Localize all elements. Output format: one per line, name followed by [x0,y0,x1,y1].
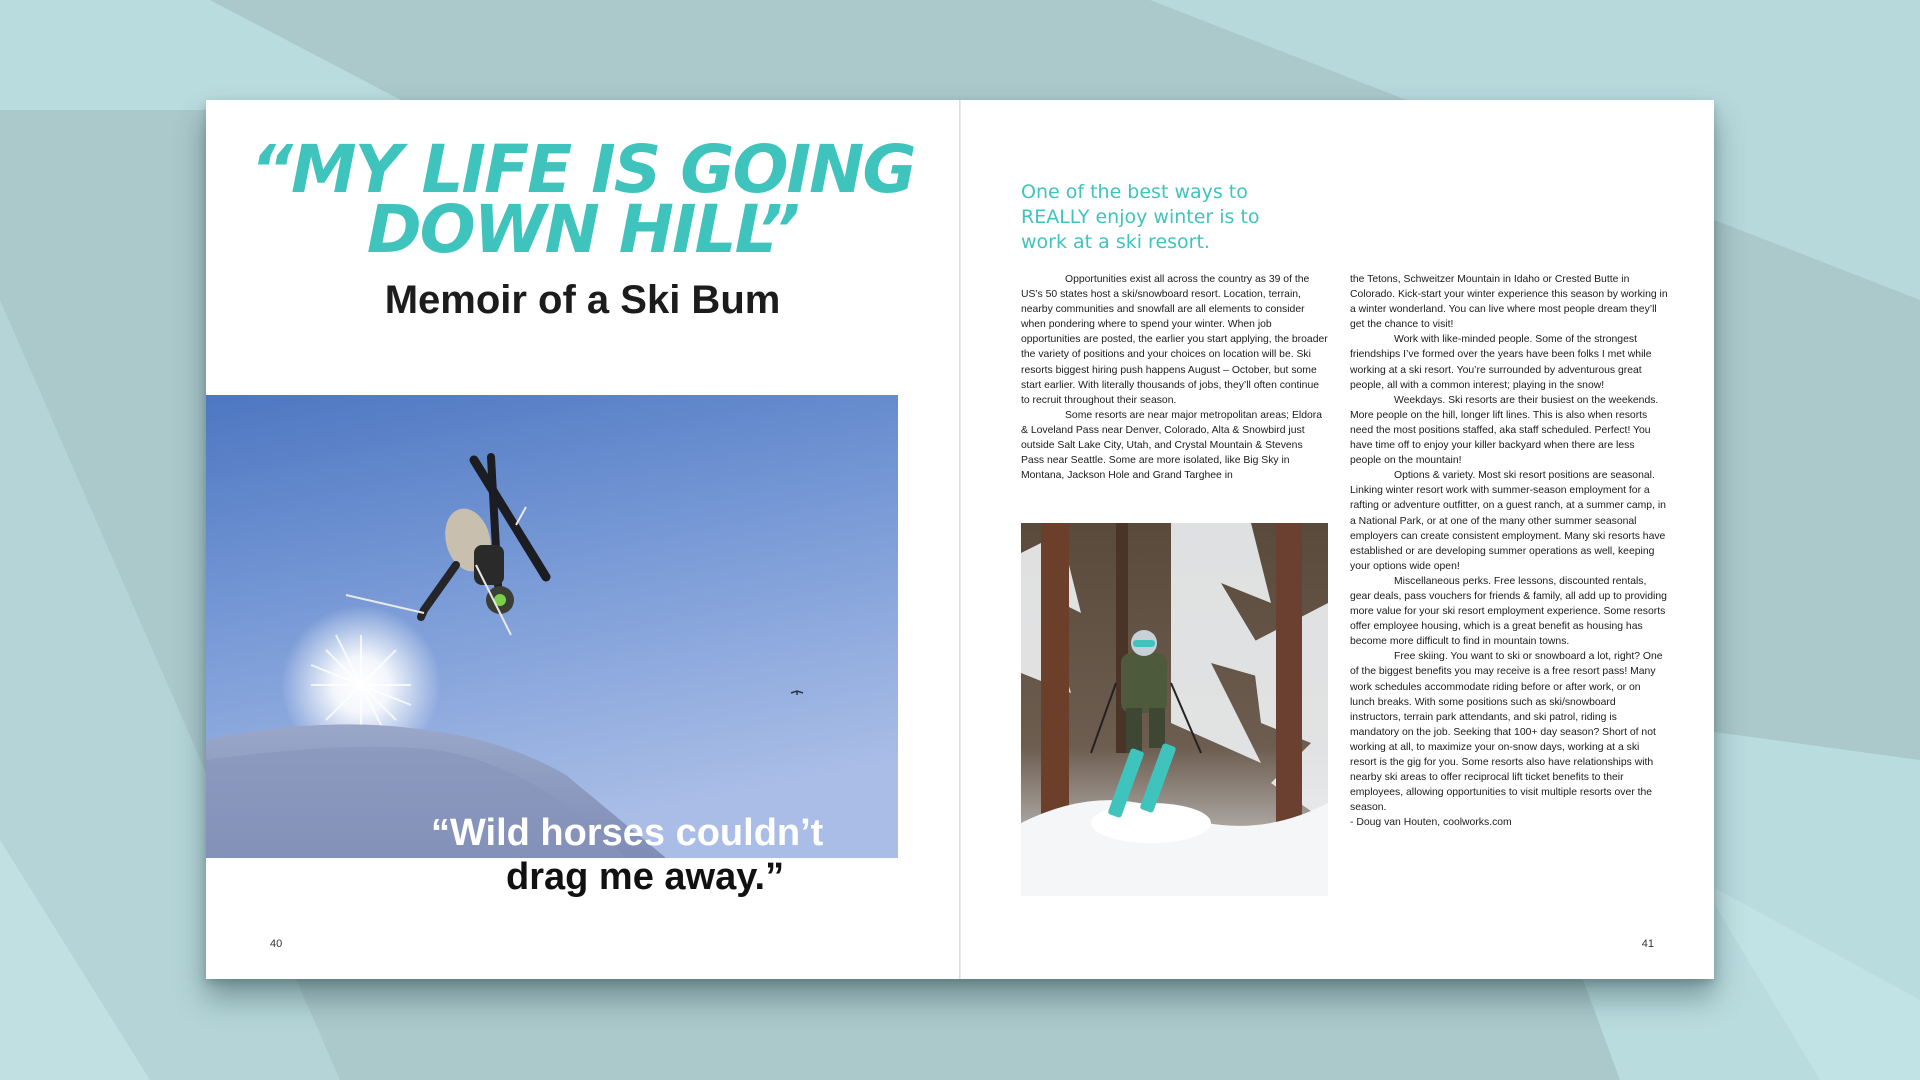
headline-line-2: DOWN HILL” [366,191,799,268]
pull-quote-line-2: drag me away.” [506,856,785,898]
headline [206,131,959,268]
page-number-left: 40 [270,938,283,950]
intro-heading [1021,180,1321,255]
skier-jump-photo [206,395,898,858]
article-column-1 [1021,272,1328,483]
page-number-right: 41 [1641,938,1654,950]
pull-quote-line-1: “Wild horses couldn’t [431,812,824,854]
subheadline: Memoir of a Ski Bum [384,278,781,322]
left-page [206,100,959,979]
headline-line-1: “MY LIFE IS GOING [250,131,915,208]
paragraph: Weekdays. Ski resorts are their busiest on the weekends. More people on the hill, longer lift lines. This is also when resorts need the most positions staffed, aka staff scheduled. Perfect! You have time off to enjoy your killer backyard when there are less people on the mountain! [1350,394,1659,467]
intro-line-3: work at a ski resort. [1021,231,1210,253]
paragraph: Miscellaneous perks. Free lessons, discounted rentals, gear deals, pass vouchers for friends & family, all add up to providing more value for your ski resort employment experience. Some resorts offer employee housing, which is a great benefit as housing has become more difficult to find in mountain towns. [1350,575,1667,648]
intro-line-2: REALLY enjoy winter is to [1021,206,1260,228]
article-column-2 [1350,272,1668,830]
paragraph: Options & variety. Most ski resort positions are seasonal. Linking winter resort work with summer-season employment for a rafting or adventure outfitter, on a guest ranch, at a summer camp, in a National Park, or at one of the many other summer seasonal employers can create consistent employment. Many ski resorts have established or are developing summer operations as well, keeping your options wide open! [1350,470,1666,572]
paragraph: Work with like-minded people. Some of the strongest friendships I’ve formed over the years have been folks I met while working at a ski resort. You’re surrounded by adventurous great people, all with a common interest; playing in the snow! [1350,334,1652,391]
paragraph-continued: the Tetons, Schweitzer Mountain in Idaho or Crested Butte in Colorado. Kick-start your winter experience this season by working in a winter wonderland. You can live where most people dream they’ll get the chance to visit! [1350,274,1668,331]
author-signature: - Doug van Houten, coolworks.com [1350,817,1512,829]
paragraph: Opportunities exist all across the country as 39 of the US’s 50 states host a ski/snowboard resort. Location, terrain, nearby communities and snowfall are all elements to consider when pondering where to spend your winter. When job opportunities are posted, the earlier you start applying, the broader the variety of positions and your choices on location will be. Ski resorts biggest hiring push happens August – October, but some start earlier. With literally thousands of jobs, they’ll often continue to recruit throughout their season. [1021,274,1328,406]
intro-line-1: One of the best ways to [1021,181,1248,203]
tree-skier-photo [1021,523,1328,896]
pull-quote [206,811,959,899]
paragraph: Free skiing. You want to ski or snowboard a lot, right? One of the biggest benefits you may receive is a free resort pass! Many work schedules accommodate riding before or after work, or on lunch breaks. With some positions such as ski/snowboard instructors, terrain park attendants, and ski patrol, riding is mandatory on the job. Seeking that 100+ day season? Short of not working at all, to maximize your on-snow days, working at a ski resort is the gig for you. Some resorts also have relationships with nearby ski areas to offer reciprocal lift ticket benefits to their employees, allowing opportunities to visit multiple resorts over the season. [1350,651,1663,814]
magazine-spread [206,100,1714,979]
paragraph: Some resorts are near major metropolitan areas; Eldora & Loveland Pass near Denver, Colorado, Alta & Snowbird just outside Salt Lake City, Utah, and Crystal Mountain & Stevens Pass near Seattle. Some are more isolated, like Big Sky in Montana, Jackson Hole and Grand Targhee in [1021,409,1322,482]
right-page [961,100,1714,979]
